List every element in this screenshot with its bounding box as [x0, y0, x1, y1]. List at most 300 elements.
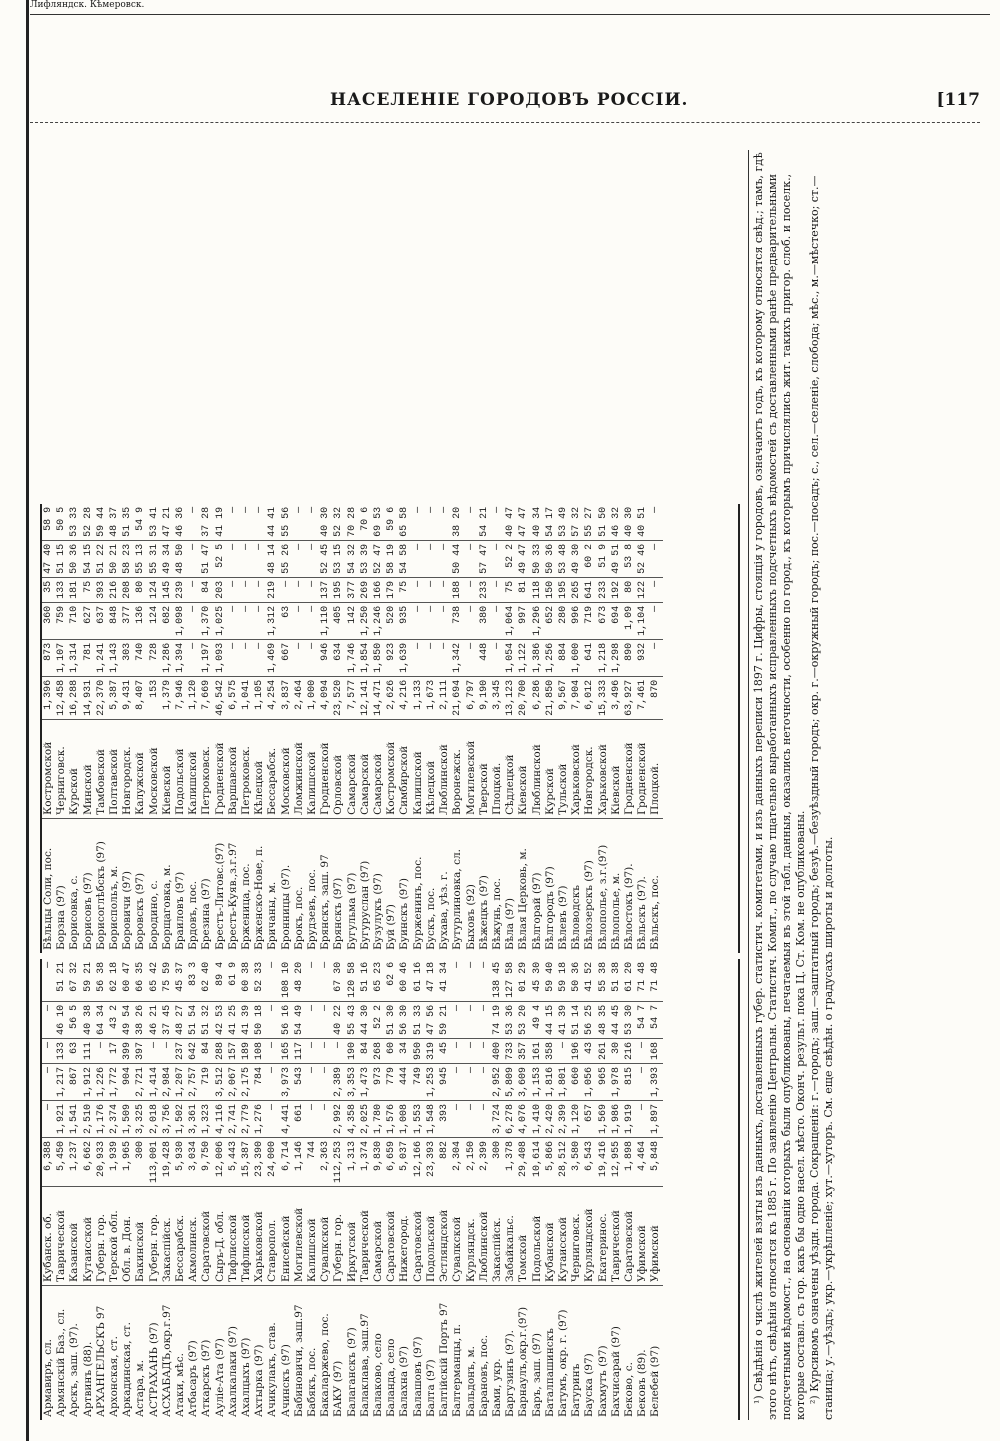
value-cell: 2,510: [82, 1100, 95, 1137]
value-cell: 24,000: [266, 1137, 279, 1186]
value-cell: 23,520: [332, 676, 345, 719]
value-cell: 56 5: [68, 1001, 81, 1038]
table-row: [174, 959, 187, 1420]
city-name-cell: Борисоглѣбскъ (97): [94, 841, 107, 950]
province-cell: Тифлисской: [240, 1187, 253, 1286]
province-cell: Симбирской: [398, 719, 411, 818]
table-row: [346, 959, 359, 1420]
city-name-cell: Бускъ, пос.: [424, 887, 437, 950]
value-cell: 46 36: [174, 504, 187, 541]
value-cell: 84: [200, 577, 213, 602]
value-cell: 58 23: [121, 540, 134, 577]
value-cell: 190: [346, 1038, 359, 1063]
table-left-body: [42, 959, 663, 1420]
value-cell: 8,407: [134, 676, 147, 719]
city-name-cell: Бами, укр.: [490, 1358, 503, 1417]
value-cell: —: [266, 1100, 279, 1137]
value-cell: 60: [385, 1038, 398, 1063]
value-cell: 300: [491, 1137, 504, 1186]
city-name-cell: Бѣлгорай (97): [530, 872, 543, 950]
table-row: [372, 504, 385, 953]
value-cell: 108: [253, 1038, 266, 1063]
value-cell: 657: [583, 1100, 596, 1137]
city-name-cell: Балахна (97): [398, 1346, 411, 1417]
value-cell: 59 44: [95, 504, 108, 541]
value-cell: 3,496: [610, 676, 623, 719]
table-row: [266, 959, 279, 1420]
province-cell: Сѣдлецкой: [504, 719, 517, 818]
province-cell: Харьковской: [597, 719, 610, 818]
value-cell: 138 45: [491, 959, 504, 1002]
province-cell: Обл. в. Дон.: [121, 1187, 134, 1286]
city-name-cell: Бричаны, м.: [266, 881, 279, 950]
province-cell: Таврической: [55, 1187, 68, 1286]
value-cell: —: [306, 639, 319, 676]
table-row: [451, 504, 464, 953]
value-cell: —: [465, 540, 478, 577]
value-cell: —: [636, 1038, 649, 1063]
province-cell: Тифлисской: [227, 1187, 240, 1286]
value-cell: 377: [121, 602, 134, 639]
value-cell: —: [227, 602, 240, 639]
value-cell: 641: [583, 639, 596, 676]
table-row: [134, 959, 147, 1420]
value-cell: 50 5: [55, 504, 68, 541]
value-cell: 4,094: [319, 676, 332, 719]
value-cell: 399: [121, 1038, 134, 1063]
city-name-cell: Бутурлиновка, сл.: [451, 849, 464, 950]
city-name-cell: Бѣлополье, з.г.(97): [596, 844, 609, 950]
value-cell: 2,721: [134, 1063, 147, 1100]
value-cell: 48 37: [108, 504, 121, 541]
value-cell: 1,919: [623, 1100, 636, 1137]
value-cell: 779: [385, 1063, 398, 1100]
city-name-cell: Беково, с.: [622, 1362, 635, 1417]
province-cell: Закаспійск.: [491, 1187, 504, 1286]
value-cell: 63: [68, 1038, 81, 1063]
value-cell: —: [319, 1001, 332, 1038]
value-cell: 1,226: [95, 1063, 108, 1100]
value-cell: 47 21: [161, 504, 174, 541]
value-cell: 5,387: [108, 676, 121, 719]
province-cell: Бессарабск.: [174, 1187, 187, 1286]
value-cell: 145: [161, 577, 174, 602]
table-row: [68, 504, 81, 953]
value-cell: 189: [240, 1038, 253, 1063]
value-cell: 728: [148, 639, 161, 676]
value-cell: 935: [398, 602, 411, 639]
value-cell: 1,473: [359, 1063, 372, 1100]
province-cell: Иркутской: [346, 1187, 359, 1286]
province-cell: Новгородск.: [121, 719, 134, 818]
value-cell: 1,854: [359, 639, 372, 676]
table-row: [95, 504, 108, 953]
value-cell: 112,253: [332, 1137, 345, 1186]
city-name-cell: Брянскъ, заш. 97: [319, 854, 332, 950]
province-cell: Губерн. гор.: [332, 1187, 345, 1286]
value-cell: 181: [68, 577, 81, 602]
value-cell: 637: [95, 602, 108, 639]
city-name-cell: Бурженинъ, пос.: [411, 856, 424, 950]
value-cell: 51 14: [570, 1001, 583, 1038]
value-cell: 54 21: [478, 504, 491, 541]
value-cell: 58 19: [385, 540, 398, 577]
value-cell: 118: [531, 577, 544, 602]
value-cell: 53 30: [623, 1001, 636, 1038]
value-cell: 60 38: [240, 959, 253, 1002]
value-cell: 49 34: [161, 540, 174, 577]
value-cell: 9,190: [478, 676, 491, 719]
value-cell: —: [412, 577, 425, 602]
value-cell: 1,008: [398, 1100, 411, 1137]
value-cell: 1,939: [108, 1137, 121, 1186]
value-cell: —: [636, 1063, 649, 1100]
table-row: [240, 959, 253, 1420]
value-cell: 377: [346, 577, 359, 602]
value-cell: 733: [504, 1038, 517, 1063]
value-cell: —: [253, 602, 266, 639]
value-cell: 48 35: [597, 1001, 610, 1038]
table-row: [491, 504, 504, 953]
value-cell: 51 30: [385, 1001, 398, 1038]
value-cell: 111: [82, 1038, 95, 1063]
province-cell: Московской: [280, 719, 293, 818]
value-cell: —: [425, 639, 438, 676]
value-cell: 53 8: [623, 540, 636, 577]
province-cell: Люблинской: [478, 1187, 491, 1286]
value-cell: 53 15: [332, 540, 345, 577]
table-row: [504, 959, 517, 1420]
city-name-cell: Аркадинская, ст.: [121, 1322, 134, 1417]
value-cell: —: [491, 577, 504, 602]
city-name-cell: Боровскъ (97): [134, 872, 147, 950]
value-cell: 9,750: [200, 1137, 213, 1186]
value-cell: 55 56: [280, 504, 293, 541]
value-cell: 667: [280, 639, 293, 676]
value-cell: 7,669: [200, 676, 213, 719]
value-cell: 1,502: [174, 1100, 187, 1137]
city-name-cell: Брженица, пос.: [240, 863, 253, 950]
value-cell: 6,278: [504, 1100, 517, 1137]
value-cell: 53 39: [359, 540, 372, 577]
value-cell: —: [266, 1001, 279, 1038]
value-cell: 6,012: [583, 676, 596, 719]
table-row: [425, 959, 438, 1420]
value-cell: 40 22: [332, 1001, 345, 1038]
province-cell: Московской: [148, 719, 161, 818]
value-cell: —: [465, 602, 478, 639]
value-cell: 51 47: [200, 540, 213, 577]
value-cell: 873: [42, 639, 55, 676]
value-cell: 867: [68, 1063, 81, 1100]
value-cell: 51 21: [55, 959, 68, 1002]
value-cell: 49 54: [121, 1001, 134, 1038]
province-cell: Полтавской: [108, 719, 121, 818]
table-row: [465, 504, 478, 953]
value-cell: 40 47: [504, 504, 517, 541]
table-row: [68, 959, 81, 1420]
value-cell: 710: [68, 602, 81, 639]
value-cell: 1,054: [504, 639, 517, 676]
value-cell: 2,992: [332, 1100, 345, 1137]
value-cell: 1,09: [623, 602, 636, 639]
value-cell: 53 20: [517, 1001, 530, 1038]
value-cell: —: [266, 1063, 279, 1100]
city-name-cell: Брудзевъ, пос.: [306, 869, 319, 950]
province-cell: Ломжинской: [293, 719, 306, 818]
value-cell: 80: [623, 577, 636, 602]
value-cell: —: [478, 959, 491, 1002]
city-name-cell: Балтійскій Портъ 97: [438, 1302, 451, 1417]
city-name-cell: Бѣлевъ (97): [556, 885, 569, 950]
value-cell: 652: [544, 602, 557, 639]
province-cell: Курляндской: [583, 1187, 596, 1286]
province-cell: Харьковской: [253, 1187, 266, 1286]
value-cell: —: [266, 1038, 279, 1063]
value-cell: 01 29: [517, 959, 530, 1002]
value-cell: 195: [557, 577, 570, 602]
city-name-cell: Брянскъ (97): [332, 877, 345, 950]
value-cell: 890: [623, 639, 636, 676]
value-cell: —: [451, 1038, 464, 1063]
city-name-cell: Бакаларжево, пос.: [319, 1313, 332, 1417]
value-cell: —: [293, 577, 306, 602]
value-cell: 23,390: [253, 1137, 266, 1186]
value-cell: 2,626: [385, 676, 398, 719]
value-cell: 1,197: [200, 639, 213, 676]
value-cell: 15,387: [240, 1137, 253, 1186]
value-cell: 113,001: [148, 1137, 161, 1186]
value-cell: 51 35: [121, 504, 134, 541]
value-cell: 195: [332, 577, 345, 602]
value-cell: 52 33: [253, 959, 266, 1002]
table-row: [42, 959, 55, 1420]
city-name-cell: Ахтырка (97): [253, 1344, 266, 1417]
value-cell: —: [438, 504, 451, 541]
city-name-cell: Бальдонъ, м.: [464, 1345, 477, 1417]
value-cell: —: [253, 540, 266, 577]
city-name-cell: Борисовка, с.: [68, 875, 81, 950]
value-cell: 54 32: [346, 540, 359, 577]
value-cell: 1,296: [531, 602, 544, 639]
population-table-right: [40, 504, 740, 953]
value-cell: 1,105: [253, 676, 266, 719]
value-cell: 65 42: [148, 959, 161, 1002]
value-cell: 2,374: [108, 1100, 121, 1137]
value-cell: 41 39: [240, 1001, 253, 1038]
city-name-cell: Буинскъ (97): [398, 878, 411, 950]
value-cell: 1,217: [55, 1063, 68, 1100]
province-cell: Тамбовской: [95, 719, 108, 818]
value-cell: 19,428: [161, 1137, 174, 1186]
value-cell: —: [42, 1001, 55, 1038]
value-cell: —: [412, 504, 425, 541]
value-cell: 3,756: [161, 1100, 174, 1137]
value-cell: 3,325: [134, 1100, 147, 1137]
value-cell: 70 6: [359, 504, 372, 541]
value-cell: 9,830: [372, 1137, 385, 1186]
value-cell: —: [319, 1038, 332, 1063]
value-cell: —: [95, 1038, 108, 1063]
province-cell: Курской: [68, 719, 81, 818]
value-cell: 1,312: [266, 602, 279, 639]
city-name-cell: Балашовъ (97): [411, 1336, 424, 1417]
value-cell: 46 32: [610, 504, 623, 541]
value-cell: 48 14: [266, 540, 279, 577]
value-cell: 48 20: [293, 959, 306, 1002]
table-row: [319, 959, 332, 1420]
city-name-cell: Бугуруслан (97): [358, 860, 371, 950]
value-cell: 1,898: [623, 1137, 636, 1186]
value-cell: 1,041: [240, 676, 253, 719]
table-row: [306, 959, 319, 1420]
value-cell: 1,576: [385, 1100, 398, 1137]
province-cell: Сыръ-Д. обл.: [214, 1187, 227, 1286]
value-cell: 6,714: [280, 1137, 293, 1186]
table-row: [134, 504, 147, 953]
province-cell: Акмолинск.: [187, 1187, 200, 1286]
value-cell: —: [293, 540, 306, 577]
value-cell: 1,313: [346, 1137, 359, 1186]
city-name-cell: Баргузинъ (97).: [504, 1329, 517, 1417]
city-name-cell: Бѣльцы Соли, пос.: [42, 847, 54, 950]
value-cell: 781: [82, 639, 95, 676]
table-row: [517, 504, 530, 953]
value-cell: 40 30: [319, 504, 332, 541]
value-cell: 5,848: [649, 1137, 662, 1186]
value-cell: 9,431: [121, 676, 134, 719]
value-cell: 1,816: [544, 1063, 557, 1100]
value-cell: 46,542: [214, 676, 227, 719]
value-cell: 642: [187, 1038, 200, 1063]
previous-page-strip: Лифляндск. Кѣмеровск.: [30, 0, 990, 15]
value-cell: 380: [478, 602, 491, 639]
city-name-cell: АСХАБАДЪ,окр.г.97: [160, 1304, 173, 1417]
city-name-cell: Балта (97): [424, 1359, 437, 1417]
value-cell: 41 25: [227, 1001, 240, 1038]
value-cell: 51 33: [412, 1001, 425, 1038]
value-cell: 216: [108, 577, 121, 602]
table-row: [280, 504, 293, 953]
value-cell: —: [42, 1038, 55, 1063]
value-cell: 52 28: [82, 504, 95, 541]
footnote-1: ¹) Свѣдѣнія о числѣ жителей взяты изъ данныхъ, доставленныхъ губер. статистич. комитетами, и изъ данныхъ переписи 1897 г. Цифры, стоящія у городовъ, означаютъ годъ, къ которому относятся свѣд.; тамъ, гдѣ этого нѣтъ, свѣдѣнія относятся къ 1885 г. По заявленію Центральн. Статистич. Комит., по случаю тщательно выработанныхъ исправленныхъ подсчетныхъ вѣдомостей съ доставленными ранѣе предварительными подсчетными вѣдомост., на основаніи которыхъ были опубликованы, печатаемыя въ этой табл. данныя, оказались неточности, особенно по город., къ которымъ причислялись жит. такихъ пригор. слоб. и поселк., которые составл. съ гор. какъ бы одно насел. мѣсто. Оконч. результ. пока Ц. Ст. Ком. не опубликованы.: [752, 152, 807, 1420]
value-cell: 1,207: [174, 1063, 187, 1100]
table-row: [438, 504, 451, 953]
province-cell: Саратовской: [200, 1187, 213, 1286]
city-name-cell: Брестъ-Куяв.,з.г.97: [226, 842, 239, 950]
city-name-cell: Боровичи (97): [121, 871, 134, 950]
province-cell: Калишской: [306, 719, 319, 818]
table-row: [478, 959, 491, 1420]
value-cell: 51 54: [187, 1001, 200, 1038]
value-cell: 75: [398, 577, 411, 602]
value-cell: 46 10: [55, 1001, 68, 1038]
table-row: [214, 959, 227, 1420]
province-cell: Воронежск.: [451, 719, 464, 818]
value-cell: 56 38: [95, 959, 108, 1002]
value-cell: 14,931: [82, 676, 95, 719]
value-cell: —: [478, 1001, 491, 1038]
value-cell: —: [306, 1063, 319, 1100]
value-cell: 54 7: [636, 1001, 649, 1038]
value-cell: 117: [293, 1038, 306, 1063]
value-cell: 52 46: [636, 540, 649, 577]
province-cell: Тульской: [557, 719, 570, 818]
value-cell: 2,150: [465, 1137, 478, 1186]
value-cell: 20,933: [95, 1137, 108, 1186]
value-cell: —: [293, 639, 306, 676]
left-margin-rule: [26, 0, 29, 1441]
value-cell: 3,512: [214, 1063, 227, 1100]
city-name-cell: Ачикулакъ, став.: [266, 1322, 279, 1417]
value-cell: 6,286: [531, 676, 544, 719]
value-cell: 14,471: [372, 676, 385, 719]
value-cell: 50 36: [68, 540, 81, 577]
table-row: [161, 959, 174, 1420]
value-cell: —: [280, 577, 293, 602]
value-cell: 51 16: [359, 959, 372, 1002]
city-name-cell: Бѣлополье, м.: [609, 872, 622, 950]
value-cell: 42 53: [214, 1001, 227, 1038]
table-row: [425, 504, 438, 953]
city-name-cell: Бековъ (89).: [636, 1349, 649, 1417]
value-cell: 47 18: [425, 959, 438, 1002]
value-cell: 80: [134, 577, 147, 602]
city-name-cell: Армянскій Баз., сл.: [55, 1308, 68, 1417]
value-cell: —: [451, 1100, 464, 1137]
value-cell: 63: [280, 602, 293, 639]
value-cell: 69 53: [372, 504, 385, 541]
table-row: [531, 959, 544, 1420]
city-name-cell: Батумъ, окр. г. (97): [556, 1309, 569, 1417]
value-cell: —: [465, 1001, 478, 1038]
value-cell: 67 30: [332, 959, 345, 1002]
city-name-cell: Бабиновичи, заш.97: [292, 1304, 305, 1417]
value-cell: 1,025: [214, 602, 227, 639]
value-cell: 15,333: [597, 676, 610, 719]
value-cell: 1,098: [174, 602, 187, 639]
city-name-cell: Бахмутъ (97): [596, 1345, 609, 1417]
table-row: [649, 504, 662, 953]
value-cell: 319: [425, 1038, 438, 1063]
value-cell: —: [148, 1038, 161, 1063]
city-name-cell: Быховъ (92): [464, 884, 477, 950]
value-cell: 51 50: [597, 504, 610, 541]
value-cell: 444: [398, 1063, 411, 1100]
value-cell: 48 27: [174, 1001, 187, 1038]
value-cell: 1,780: [372, 1100, 385, 1137]
value-cell: 1,218: [597, 639, 610, 676]
value-cell: 3,034: [187, 1137, 200, 1186]
city-name-cell: Баръ, заш. (97): [530, 1332, 543, 1417]
value-cell: —: [253, 504, 266, 541]
table-row: [385, 959, 398, 1420]
province-cell: Подольской: [174, 719, 187, 818]
value-cell: 1,342: [451, 639, 464, 676]
value-cell: 4,358: [346, 1100, 359, 1137]
value-cell: —: [187, 540, 200, 577]
table-row: [293, 959, 306, 1420]
city-name-cell: Астара, м.: [134, 1359, 147, 1417]
province-cell: Плоцкой.: [491, 719, 504, 818]
value-cell: 627: [82, 602, 95, 639]
table-row: [42, 504, 55, 953]
province-cell: Саратовской: [412, 1187, 425, 1286]
value-cell: —: [306, 577, 319, 602]
table-right-body: [42, 504, 663, 953]
value-cell: 759: [55, 602, 68, 639]
